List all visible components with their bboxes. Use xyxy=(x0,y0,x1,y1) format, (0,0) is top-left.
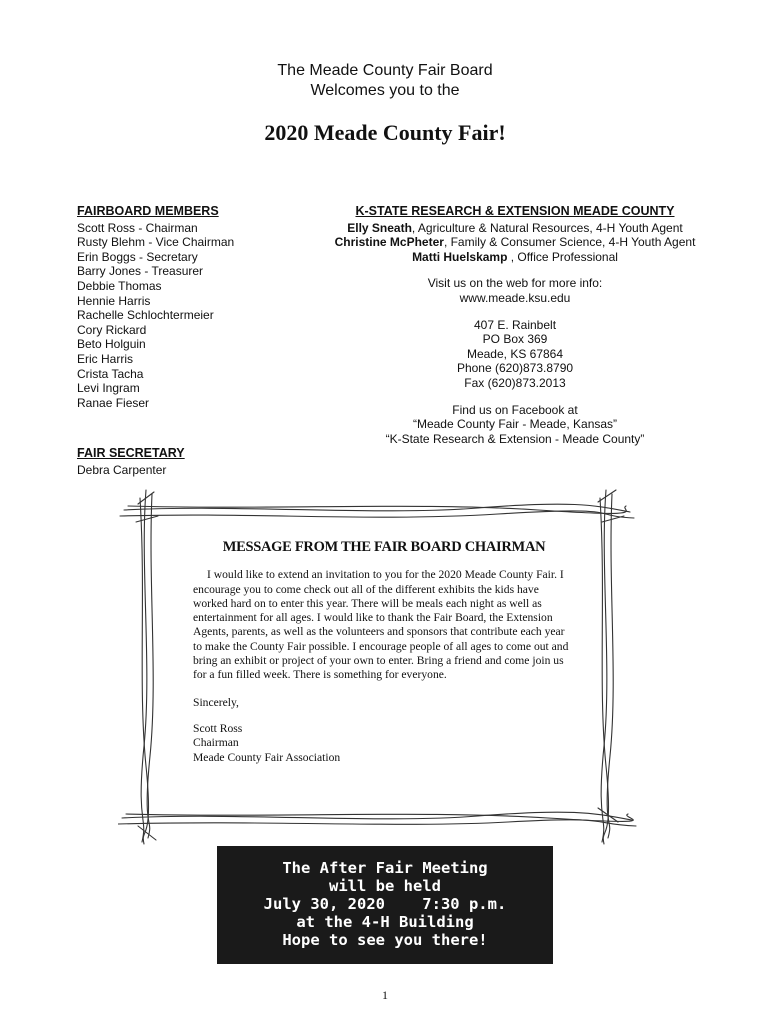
list-item: Crista Tacha xyxy=(77,366,144,381)
phone-number: Phone (620)873.8790 xyxy=(456,361,574,376)
page-title: 2020 Meade County Fair! xyxy=(264,120,506,145)
fair-secretary-heading: FAIR SECRETARY xyxy=(77,446,185,460)
header-line-1: The Meade County Fair Board xyxy=(277,62,493,79)
list-item: Beto Holguin xyxy=(77,337,146,352)
fairboard-member-list xyxy=(77,221,317,411)
agent-line xyxy=(320,250,710,265)
banner-line: at the 4-H Building xyxy=(296,913,474,931)
agent-role: , Office Professional xyxy=(507,249,618,264)
fax-number: Fax (620)873.2013 xyxy=(464,375,566,390)
list-item: Debbie Thomas xyxy=(77,278,162,293)
list-item: Erin Boggs - Secretary xyxy=(77,249,198,264)
message-body: I would like to extend an invitation to you for the 2020 Meade County Fair. I encourage you to come check out all of the different exhibits the kids have worked hard on to enter this year. There will be meals each night as well as entertainment for all ages. I would like to thank the Fair Board, the Extension Agents, parents, as well as the volunteers and sponsors that contribute each year to make the County Fair possible. I encourage people of all ages to come out and bring an exhibit or project of your own to enter. Bring a friend and come join us for a fun filled week. There is something for everyone. xyxy=(193,568,569,682)
list-item: Barry Jones - Treasurer xyxy=(77,264,204,279)
web-url[interactable]: www.meade.ksu.edu xyxy=(459,290,571,305)
banner-line: Hope to see you there! xyxy=(282,931,488,949)
agent-name: Elly Sneath xyxy=(347,220,412,235)
extension-heading: K-STATE RESEARCH & EXTENSION MEADE COUNTY xyxy=(355,204,675,218)
facebook-intro: Find us on Facebook at xyxy=(452,402,578,417)
address-line: PO Box 369 xyxy=(482,332,548,347)
after-fair-meeting-banner xyxy=(217,846,553,964)
chairman-message xyxy=(193,540,575,765)
signer-title: Chairman xyxy=(193,736,239,750)
banner-line: will be held xyxy=(329,877,441,895)
list-item: Ranae Fieser xyxy=(77,395,150,410)
message-closing: Sincerely, xyxy=(193,695,239,709)
agent-line xyxy=(320,235,710,250)
banner-line: The After Fair Meeting xyxy=(282,859,488,877)
list-item: Rachelle Schlochtermeier xyxy=(77,308,214,323)
list-item: Hennie Harris xyxy=(77,293,151,308)
list-item: Rusty Blehm - Vice Chairman xyxy=(77,235,235,250)
web-intro: Visit us on the web for more info: xyxy=(427,276,603,291)
agent-line xyxy=(320,221,710,236)
list-item: Eric Harris xyxy=(77,351,133,366)
agent-role: , Agriculture & Natural Resources, 4-H Youth Agent xyxy=(411,220,683,235)
facebook-page: “K-State Research & Extension - Meade County” xyxy=(385,431,645,446)
facebook-page: “Meade County Fair - Meade, Kansas” xyxy=(412,417,618,432)
address-line: Meade, KS 67864 xyxy=(466,346,564,361)
message-title: MESSAGE FROM THE FAIR BOARD CHAIRMAN xyxy=(222,539,546,555)
banner-line: July 30, 2020 7:30 p.m. xyxy=(263,895,507,913)
list-item: Cory Rickard xyxy=(77,322,147,337)
fairboard-section xyxy=(77,204,317,410)
agent-role: , Family & Consumer Science, 4-H Youth Agent xyxy=(443,235,696,250)
page-number: 1 xyxy=(382,988,388,1002)
agent-name: Matti Huelskamp xyxy=(412,249,508,264)
signer-name: Scott Ross xyxy=(193,721,243,735)
header-line-2: Welcomes you to the xyxy=(310,82,460,99)
fair-secretary-name: Debra Carpenter xyxy=(77,462,167,477)
list-item: Scott Ross - Chairman xyxy=(77,220,198,235)
fairboard-heading: FAIRBOARD MEMBERS xyxy=(77,204,219,218)
extension-section xyxy=(320,204,710,446)
address-line: 407 E. Rainbelt xyxy=(473,317,557,332)
agent-name: Christine McPheter xyxy=(334,235,444,250)
list-item: Levi Ingram xyxy=(77,381,140,396)
signer-organization: Meade County Fair Association xyxy=(193,750,341,764)
fair-secretary-section xyxy=(77,446,317,477)
